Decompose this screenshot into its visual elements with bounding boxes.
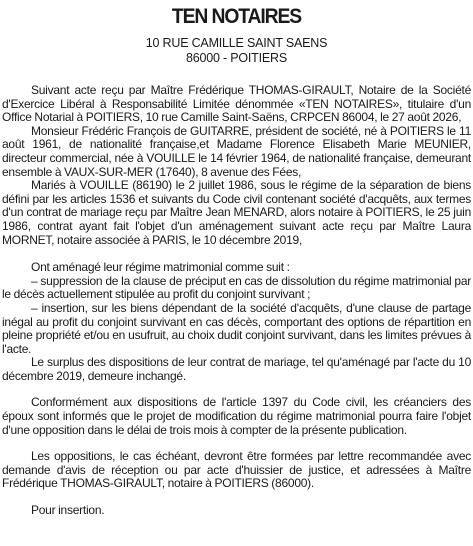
paragraph-marriage: Mariés à VOUILLE (86190) le 2 juillet 1986, sous le régime de la séparation de biens défini par les articles 1536 et suivants du Code civil contenant société d'acquêts, aux termes d'un contrat de mariage reçu par Maître Jean MENARD, alors notaire à POITIERS, le 25 juin 1986, contrat ayant fait l'objet d'un aménagement suivant acte reçu par Maître Laura MORNET, notaire associée à PARIS, le 10 décembre 2019, <box>2 178 471 247</box>
legal-notice <box>2 0 471 518</box>
paragraph-act: Suivant acte reçu par Maître Frédérique THOMAS-GIRAULT, Notaire de la Société d'Exercice Libéral à Responsabilité Limitée dénommée «TEN NOTAIRES», titulaire d'un Office Notarial à POITIERS, 10 rue Camille Saint-Saëns, CRPCEN 86004, le 27 août 2026, <box>2 83 471 125</box>
notice-address <box>2 36 471 66</box>
paragraph-amendment-intro: Ont aménagé leur régime matrimonial comme suit : <box>31 260 290 275</box>
paragraph-creditors: Conformément aux dispositions de l'article 1397 du Code civil, les créanciers des époux sont informés que le projet de modification du régime matrimonial pourra faire l'objet d'une opposition dans le délai de trois mois à compter de la présente publication. <box>2 395 471 437</box>
notice-body <box>2 84 471 518</box>
paragraph-amendment-2: – insertion, sur les biens dépendant de la société d'acquêts, d'une clause de partage inégal au profit du conjoint survivant en cas décès, comportant des options de répartition en pleine propriété et/ou en usufruit, au choix dudit conjoint survivant, dans les limites prévues à l'acte. <box>2 300 471 356</box>
address-city: 86000 - POITIERS <box>185 51 287 65</box>
address-street: 10 RUE CAMILLE SAINT SAENS <box>145 36 328 50</box>
paragraph-insertion: Pour insertion. <box>31 503 105 518</box>
paragraph-amendment-1: – suppression de la clause de préciput en cas de dissolution du régime matrimonial par le décès actuellement stipulée au profit du conjoint survivant ; <box>2 273 471 302</box>
paragraph-surplus: Le surplus des dispositions de leur contrat de mariage, tel qu'aménagé par l'acte du 10 décembre 2019, demeure inchangé. <box>2 355 471 383</box>
spacer <box>2 247 471 261</box>
paragraph-oppositions: Les oppositions, le cas échéant, devront être formées par lettre recommandée avec demande d'avis de réception ou par acte d'huissier de justice, et adressées à Maître Frédérique THOMAS-GIRAULT, notaire à POITIERS (86000). <box>2 449 471 491</box>
paragraph-spouses: Monsieur Frédéric François de GUITARRE, président de société, né à POITIERS le 11 août 1961, de nationalité française,et Madame Florence Elisabeth Marie MEUNIER, directeur commercial, née à VOUILLE le 14 février 1964, de nationalité française, demeurant ensemble à VAUX-SUR-MER (17640), 8 avenue des Fées, <box>2 123 471 179</box>
notice-title: TEN NOTAIRES <box>171 5 302 28</box>
